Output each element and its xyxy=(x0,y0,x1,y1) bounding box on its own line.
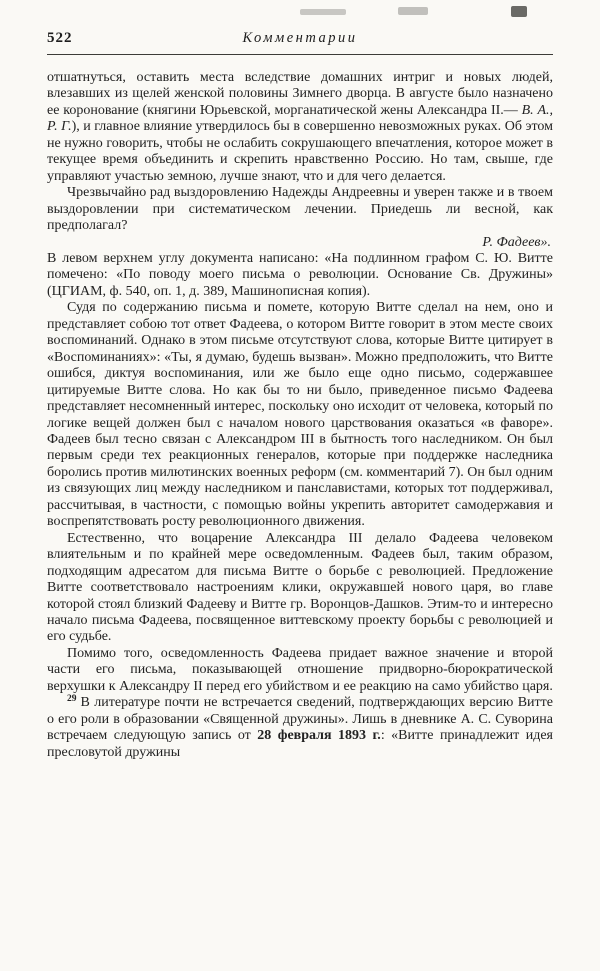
paragraph-archive-note: В левом верхнем углу документа написано: «На подлинном графом С. Ю. Витте помечено: «По поводу моего письма о революции. Основание Св. Дружины» (ЦГИАМ, ф. 540, оп. 1, д. 389, Машинописная копия). xyxy=(47,250,553,299)
letter-text: отшатнуться, оставить места вследствие домашних интриг и новых людей, влезавших из щелей женской половины Зимнего дворца. В августе было назначено ее коронование (княгини Юрьевской, морганатической жены Александра II.— xyxy=(47,70,553,118)
header-rule xyxy=(47,54,553,55)
footnote-number: 29 xyxy=(67,693,77,704)
paragraph-letter-closing: Чрезвычайно рад выздоровлению Надежды Андреевны и уверен также и в твоем выздоровлении при систематическом лечении. Приедешь ли весной, как предполагал? xyxy=(47,185,553,234)
paragraph-letter-continuation xyxy=(47,70,553,185)
page-header xyxy=(47,30,553,50)
page-number: 522 xyxy=(47,30,73,46)
footnote-date: 28 февраля 1893 г. xyxy=(257,728,381,744)
letter-signature: Р. Фадеев». xyxy=(482,234,551,250)
footnote-text: : «Витте принадлежит идея пресловутой дружины xyxy=(47,728,553,760)
paragraph-commentary-significance: Помимо того, осведомленность Фадеева придает важное значение и второй части его письма, показывающей отношение придворно-бюрократической верхушки к Александру II перед его убийством и ее реакцию на само убийство царя. xyxy=(47,645,553,694)
paragraph-commentary-context: Естественно, что воцарение Александра III делало Фадеева человеком влиятельным и по крайней мере осведомленным. Фадеев был, таким образом, подходящим адресатом для письма Витте о борьбе с революцией. Предложение Витте соответствовало настроениям клики, окружавшей нового царя, во главе которой стоял близкий Фадееву и Витте гр. Воронцов-Дашков. Этим-то и интересно начало письма Фадеева, посвященное виттевскому проекту борьбы с революцией и его судьбе. xyxy=(47,530,553,645)
footnote-29 xyxy=(47,695,553,761)
scan-artifact xyxy=(398,7,428,15)
footnote-text: В литературе почти не встречается сведений, подтверждающих версию Витте о его роли в образовании «Священной дружины». Лишь в дневнике А. С. Суворина встречаем следующую запись от xyxy=(47,695,553,744)
letter-text: ), и главное влияние утвердилось бы в совершенно невозможных руках. Об этом не нужно говорить, чтобы не ослабить сокрушающего впечатления, которое может в текущее время объединить и скрепить нравственно Россию. Но там, свыше, где управляют участью земною, лучше знают, что и для чего делается. xyxy=(47,119,553,184)
paragraph-commentary-analysis: Судя по содержанию письма и помете, которую Витте сделал на нем, оно и представляет собою тот ответ Фадеева, о котором Витте говорит в этом месте своих воспоминаний. Однако в этом письме отсутствуют слова, которые Витте цитирует в «Воспоминаниях»: «Ты, я думаю, будешь вызван». Можно предположить, что Витте ошибся, диктуя воспоминания, или же было еще одно письмо, содержавшее цитируемые Витте слова. Но как бы то ни было, приведенное письмо Фадеева представляет несомненный интерес, поскольку оно исходит от человека, который по логике вещей должен был с началом нового царствования оказаться «в фаворе». Фадеев был тесно связан с Александром III в бытность того наследником. Он был первым среди тех реакционных генералов, которые при поддержке наследника боролись против милютинских военных реформ (см. комментарий 7). Он был одним из связующих лиц между наследником и панславистами, которых тот поддерживал, рассчитывая, в частности, с помощью войны укрепить авторитет самодержавия и воспрепятствовать росту революционного движения. xyxy=(47,300,553,530)
scan-artifact xyxy=(300,9,346,15)
running-title: Комментарии xyxy=(242,30,358,46)
scan-artifact xyxy=(511,6,527,17)
editors-initials: В. А., Р. Г. xyxy=(47,102,553,135)
page-body xyxy=(47,70,553,761)
